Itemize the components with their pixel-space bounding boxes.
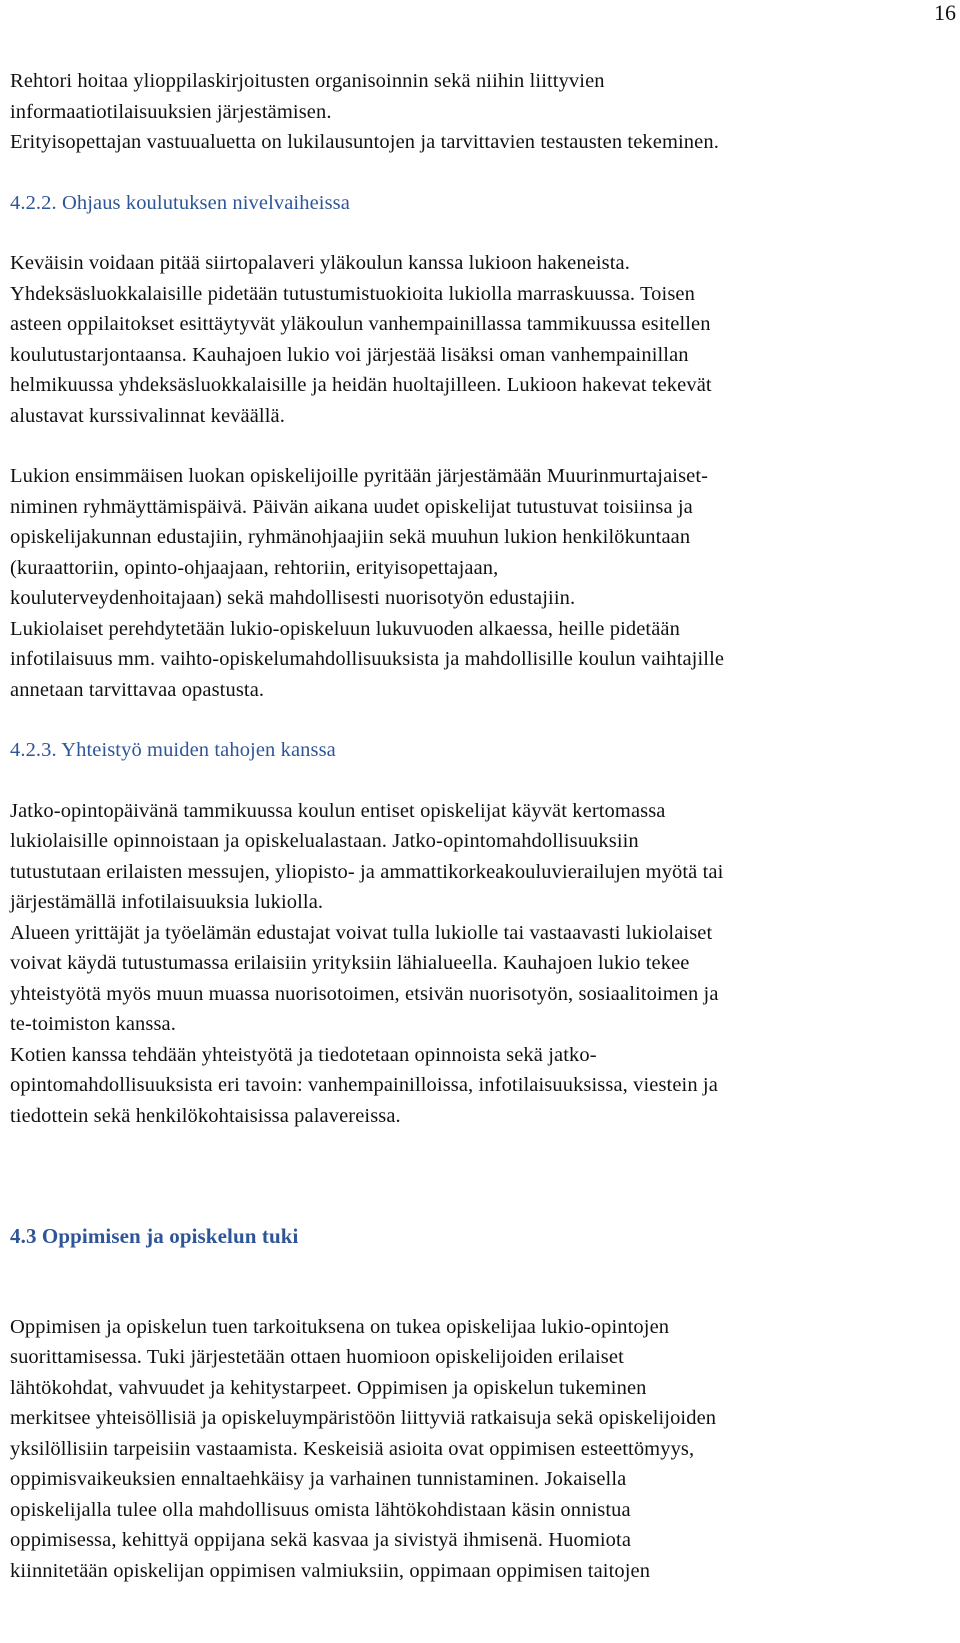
section-heading-4-2-3: 4.2.3. Yhteistyö muiden tahojen kanssa	[10, 739, 336, 761]
text-line: Oppimisen ja opiskelun tuen tarkoituksena on tukea opiskelijaa lukio-opintojen	[10, 1315, 670, 1338]
paragraph-ryhmaytys	[10, 461, 950, 705]
text-line: järjestämällä infotilaisuuksia lukiolla.	[10, 891, 324, 913]
text-line: oppimisvaikeuksien ennaltaehkäisy ja varhainen tunnistaminen. Jokaisella	[10, 1468, 627, 1490]
text-line: annetaan tarvittavaa opastusta.	[10, 678, 265, 701]
text-line: informaatiotilaisuuksien järjestämisen.	[10, 100, 332, 123]
text-line: asteen oppilaitokset esittäytyvät yläkoulun vanhempainillassa tammikuussa esitellen	[10, 313, 711, 335]
text-line: infotilaisuus mm. vaihto-opiskelumahdollisuuksista ja mahdollisille koulun vaihtajille	[10, 648, 725, 670]
text-line: Lukiolaiset perehdytetään lukio-opiskeluun lukuvuoden alkaessa, heille pidetään	[10, 617, 680, 640]
text-line: Erityisopettajan vastuualuetta on lukilausuntojen ja tarvittavien testausten tekeminen.	[10, 131, 719, 153]
text-line: tiedottein sekä henkilökohtaisissa palavereissa.	[10, 1104, 401, 1127]
text-line: Rehtori hoitaa ylioppilaskirjoitusten organisoinnin sekä niihin liittyvien	[10, 70, 605, 92]
text-line: helmikuussa yhdeksäsluokkalaisille ja heidän huoltajilleen. Lukioon hakevat tekevät	[10, 374, 712, 396]
text-line: niminen ryhmäyttämispäivä. Päivän aikana uudet opiskelijat tutustuvat toisiinsa ja	[10, 495, 693, 518]
text-line: Kotien kanssa tehdään yhteistyötä ja tiedotetaan opinnoista sekä jatko-	[10, 1043, 597, 1066]
text-line: Jatko-opintopäivänä tammikuussa koulun entiset opiskelijat käyvät kertomassa	[10, 799, 666, 822]
text-line: te-toimiston kanssa.	[10, 1013, 176, 1035]
text-line: (kuraattoriin, opinto-ohjaajaan, rehtoriin, erityisopettajaan,	[10, 556, 499, 579]
text-line: tutustutaan erilaisten messujen, yliopisto- ja ammattikorkeakouluvierailujen myötä tai	[10, 860, 724, 883]
text-line: Lukion ensimmäisen luokan opiskelijoille pyritään järjestämään Muurinmurtajaiset-	[10, 465, 709, 487]
text-line: lukiolaisille opinnoistaan ja opiskelualastaan. Jatko-opintomahdollisuuksiin	[10, 830, 639, 852]
page-number: 16	[934, 0, 956, 25]
text-line: Alueen yrittäjät ja työelämän edustajat voivat tulla lukiolle tai vastaavasti lukiolaiset	[10, 921, 713, 944]
text-line: opiskelijalla tulee olla mahdollisuus omista lähtökohdistaan käsin onnistua	[10, 1498, 631, 1521]
text-line: kouluterveydenhoitajaan) sekä mahdollisesti nuorisotyön edustajiin.	[10, 587, 576, 609]
document-body	[10, 66, 950, 1586]
text-line: koulutustarjontaansa. Kauhajoen lukio voi järjestää lisäksi oman vanhempainillan	[10, 343, 689, 366]
text-line: alustavat kurssivalinnat keväällä.	[10, 404, 285, 427]
section-heading-4-2-2: 4.2.2. Ohjaus koulutuksen nivelvaiheissa	[10, 191, 350, 214]
text-line: merkitsee yhteisöllisiä ja opiskeluympäristöön liittyviä ratkaisuja sekä opiskelijoiden	[10, 1407, 717, 1429]
text-line: Keväisin voidaan pitää siirtopalaveri yläkoulun kanssa lukioon hakeneista.	[10, 252, 630, 274]
text-line: yhteistyötä myös muun muassa nuorisotoimen, etsivän nuorisotyön, sosiaalitoimen ja	[10, 982, 719, 1005]
text-line: lähtökohdat, vahvuudet ja kehitystarpeet. Oppimisen ja opiskelun tukeminen	[10, 1376, 647, 1399]
paragraph-rehtori	[10, 66, 950, 158]
text-line: yksilöllisiin tarpeisiin vastaamista. Keskeisiä asioita ovat oppimisen esteettömyys,	[10, 1437, 695, 1460]
text-line: voivat käydä tutustumassa erilaisiin yrityksiin lähialueella. Kauhajoen lukio tekee	[10, 952, 690, 974]
text-line: kiinnitetään opiskelijan oppimisen valmiuksiin, oppimaan oppimisen taitojen	[10, 1559, 651, 1582]
text-line: suorittamisessa. Tuki järjestetään ottaen huomioon opiskelijoiden erilaiset	[10, 1346, 624, 1368]
text-line: opintomahdollisuuksista eri tavoin: vanhempainilloissa, infotilaisuuksissa, viestein ja	[10, 1074, 718, 1096]
text-line: Yhdeksäsluokkalaisille pidetään tutustumistuokioita lukiolla marraskuussa. Toisen	[10, 282, 695, 305]
text-line: oppimisessa, kehittyä oppijana sekä kasvaa ja sivistyä ihmisenä. Huomiota	[10, 1529, 632, 1551]
paragraph-tuki	[10, 1312, 950, 1587]
section-heading-4-3: 4.3 Oppimisen ja opiskelun tuki	[10, 1224, 299, 1248]
paragraph-yhteistyo	[10, 796, 950, 1132]
paragraph-nivelvaiheet	[10, 248, 950, 431]
text-line: opiskelijakunnan edustajiin, ryhmänohjaajiin sekä muuhun lukion henkilökuntaan	[10, 526, 691, 548]
